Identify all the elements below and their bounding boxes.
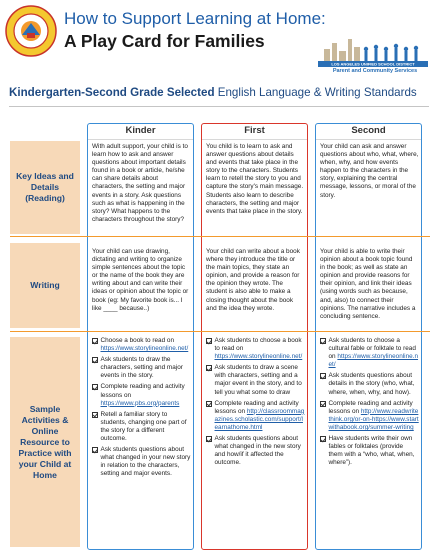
district-seal-logo: [5, 5, 57, 57]
column-header-rule-kinder: [88, 139, 193, 140]
checklist-item: [206, 435, 305, 467]
activities-first: [206, 337, 305, 470]
activities-kinder: [92, 337, 191, 482]
column-header-first: First: [244, 125, 265, 136]
checkbox-icon: [320, 401, 326, 407]
column-header-rule-second: [316, 139, 421, 140]
checklist-item: [206, 364, 305, 396]
checkbox-icon: [320, 436, 326, 442]
department-name: Parent and Community Services: [332, 68, 418, 74]
item-text: Ask students to draw the characters, setting and major events in the story.: [100, 356, 183, 380]
checkbox-icon: [206, 338, 212, 344]
district-skyline-graphic: [284, 31, 429, 67]
checkbox-icon: [320, 338, 326, 344]
row-heading-key-ideas: Key Ideas and Details (Reading): [10, 141, 80, 234]
checklist-item: [320, 337, 419, 369]
row-separator: [10, 236, 430, 237]
checklist-item: [92, 356, 191, 380]
checkbox-icon: [92, 447, 98, 453]
writing-first: Your child can write about a book where they introduce the title or the main topics, they state an opinion, and provide a reason for the opinion they wrote. The student is also able to make a closing thought about the book and the idea they wrote.: [206, 248, 300, 312]
item-text: Complete reading and activity lessons on: [214, 399, 299, 415]
item-text: Choose a book to read on: [100, 337, 175, 344]
checkbox-icon: [92, 384, 98, 390]
column-header-second: Second: [351, 125, 386, 136]
item-text: Ask students to draw a scene with characters, setting and a major event in the story, and to tell you what some to draw: [214, 364, 302, 396]
resource-link[interactable]: https://www.storylineonline.net/: [214, 353, 303, 361]
checklist-item: [320, 400, 419, 432]
item-text: Have students write their own fables or folktales (provide them with a “who, what, when, where”).: [328, 435, 415, 467]
item-text: Retell a familiar story to students, changing one part of the story for a different outcome.: [100, 410, 187, 443]
checkbox-icon: [206, 365, 212, 371]
checkbox-icon: [92, 357, 98, 363]
checklist-item: [206, 337, 305, 361]
title-line-1: How to Support Learning at Home:: [64, 9, 326, 28]
resource-link[interactable]: https://www.storylineonline.net/: [328, 353, 419, 369]
item-text: Ask students questions about details in the story (who, what, where, when, why, and how).: [328, 372, 415, 396]
item-text: Ask students questions about what changed in the new story and how/if it affected the outcome.: [214, 435, 301, 467]
resource-link[interactable]: http://classroommagazines.scholastic.com/support/learnathome.html: [214, 407, 305, 431]
item-text: Ask students to choose a cultural fable or folktale to read on: [328, 337, 416, 361]
key-ideas-second: Your child can ask and answer questions about who, what, where, when, why, and how events happen to the characters in the story, explaining the central message, lessons, or moral of the story.: [320, 143, 419, 199]
item-text: Ask students to choose a book to read on: [214, 337, 302, 353]
checklist-item: [92, 446, 191, 478]
checkbox-icon: [206, 436, 212, 442]
column-header-rule-first: [202, 139, 307, 140]
checklist-item: [92, 411, 191, 443]
checklist-item: [92, 383, 191, 407]
checkbox-icon: [92, 412, 98, 418]
item-text: Complete reading and activity lessons on: [328, 399, 413, 415]
key-ideas-first: You child is to learn to ask and answer questions about details and events that take place in the story to the characters. Students learn to retell the story to you and capture the story's main message. Students also learn to describe characters, the setting and major events that take place in the story.: [206, 143, 304, 215]
subheading-rest: English Language & Writing Standards: [214, 86, 417, 99]
writing-kinder: Your child can use drawing, dictating and writing to organize simple sentences about the topic or the name of the book they are writing about and can write their ideas or opinion about the topic or book (eg: My favorite book is... I like ____ because..): [92, 248, 189, 312]
row-separator: [10, 331, 430, 332]
checklist-item: [320, 435, 419, 467]
header: [0, 0, 435, 82]
activities-second: [320, 337, 419, 470]
title-line-2: A Play Card for Families: [64, 31, 265, 51]
subheading-bold: Kindergarten-Second Grade Selected: [9, 86, 215, 99]
divider: [9, 106, 429, 107]
item-text: Ask students questions about what changed in your new story in relation to the characters, setting and major events.: [100, 446, 191, 478]
row-heading-activities: Sample Activities & Online Resource to Practice with your Child at Home: [10, 337, 80, 547]
resource-link[interactable]: http://www.readwritethink.org/or-on-https://www.startwithabook.org/summer-writing: [328, 407, 419, 431]
district-name-text: LOS ANGELES UNIFIED SCHOOL DISTRICT: [331, 61, 415, 67]
checklist-item: [92, 337, 191, 353]
writing-second: Your child is able to write their opinion about a book topic found in the book; as well as state an opinion and provide reasons for their opinion, and link their ideas (using words such as because, and, also) to connect their opinions. The narrative includes a concluding sentence.: [320, 248, 416, 320]
grade-subheading: [9, 86, 417, 99]
resource-link[interactable]: https://www.pbs.org/parents: [100, 399, 180, 407]
checkbox-icon: [320, 373, 326, 379]
item-text: Complete reading and activity lessons on: [100, 383, 185, 399]
checkbox-icon: [92, 338, 98, 344]
checklist-item: [320, 372, 419, 396]
checkbox-icon: [206, 401, 212, 407]
checklist-item: [206, 400, 305, 432]
column-header-kinder: Kinder: [125, 125, 156, 136]
key-ideas-kinder: With adult support, your child is to learn how to ask and answer questions about important details found in a book or article, he/she can share details about characters, the setting and major events in a story. Ask questions such as what is happening in the story? What happens to the characters throughout the story?: [92, 143, 188, 223]
resource-link[interactable]: https://www.storylineonline.net/: [100, 345, 189, 353]
row-heading-writing: Writing: [10, 243, 80, 328]
